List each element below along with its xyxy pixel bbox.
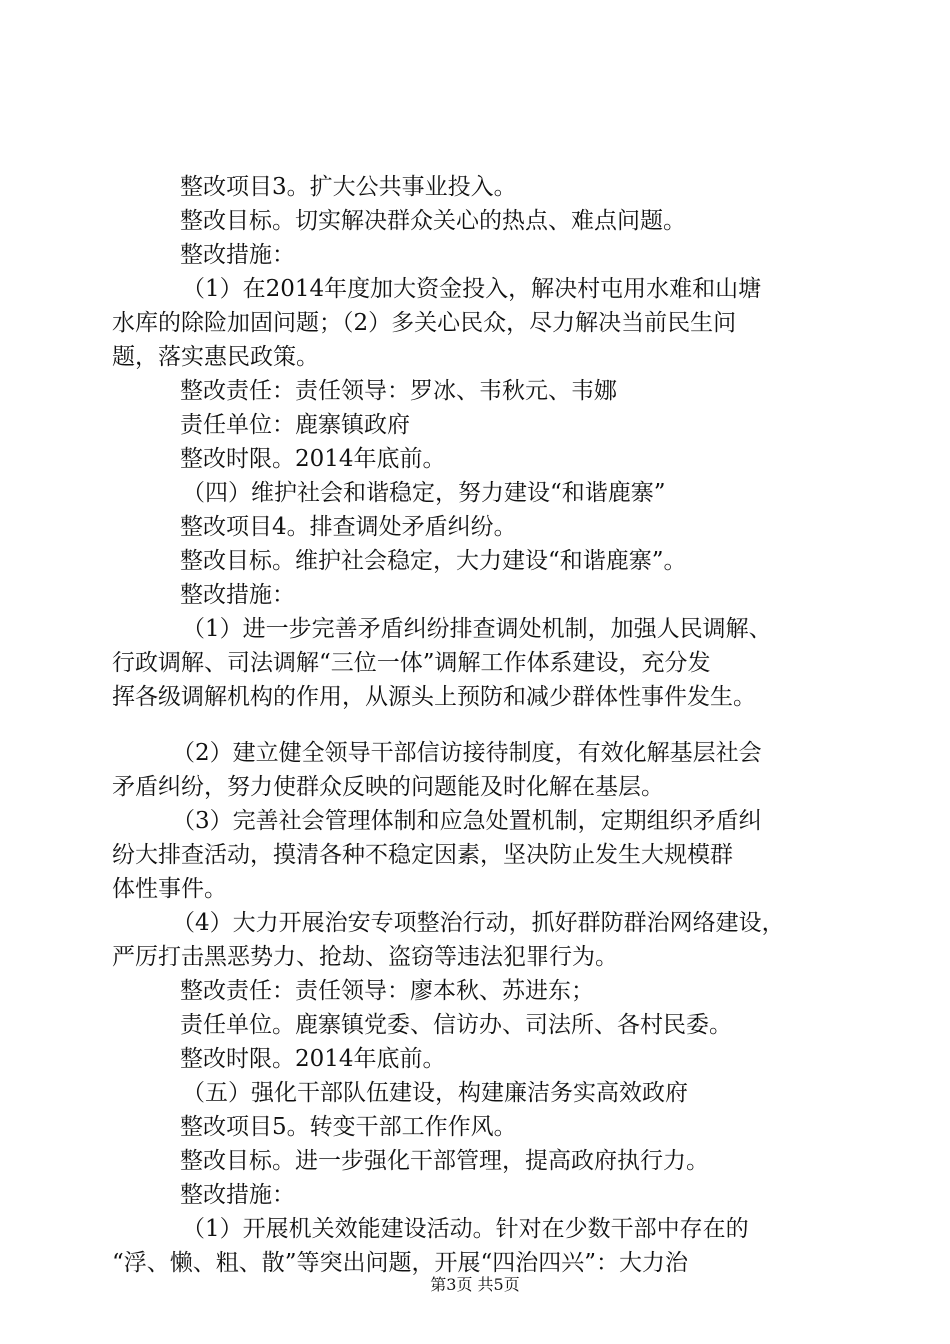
text-line: 题，落实惠民政策。 <box>112 344 319 370</box>
text-line: 整改时限。2014年底前。 <box>180 446 446 472</box>
text-line: 责任单位：鹿寨镇政府 <box>180 412 410 438</box>
text-line: 整改责任：责任领导：罗冰、韦秋元、韦娜 <box>180 378 617 404</box>
text-line: 整改项目3。扩大公共事业投入。 <box>180 174 517 200</box>
text-line: 整改目标。进一步强化干部管理，提高政府执行力。 <box>180 1148 709 1174</box>
text-line: 责任单位。鹿寨镇党委、信访办、司法所、各村民委。 <box>180 1012 732 1038</box>
text-line: 整改责任：责任领导：廖本秋、苏进东； <box>180 978 594 1004</box>
text-line: 整改目标。维护社会稳定，大力建设“和谐鹿寨”。 <box>180 548 687 574</box>
text-line: 整改项目4。排查调处矛盾纠纷。 <box>180 514 517 540</box>
text-line: 水库的除险加固问题；（2）多关心民众，尽力解决当前民生问 <box>112 310 737 336</box>
text-line: 整改项目5。转变干部工作作风。 <box>180 1114 517 1140</box>
text-line: （3）完善社会管理体制和应急处置机制，定期组织矛盾纠 <box>172 808 762 834</box>
text-line: 纷大排查活动，摸清各种不稳定因素，坚决防止发生大规模群 <box>112 842 733 868</box>
text-line: 整改目标。切实解决群众关心的热点、难点问题。 <box>180 208 686 234</box>
text-line: 整改时限。2014年底前。 <box>180 1046 446 1072</box>
text-line: （1）进一步完善矛盾纠纷排查调处机制，加强人民调解、 <box>182 616 772 642</box>
document-body <box>112 170 842 1280</box>
text-line: 挥各级调解机构的作用，从源头上预防和减少群体性事件发生。 <box>112 684 756 710</box>
text-line: 严厉打击黑恶势力、抢劫、盗窃等违法犯罪行为。 <box>112 944 618 970</box>
text-line: 整改措施： <box>180 1182 295 1208</box>
text-line: “浮、懒、粗、散”等突出问题，开展“四治四兴”：大力治 <box>112 1250 689 1276</box>
page-footer: 第3页 共5页 <box>430 1275 520 1294</box>
section-heading: （四）维护社会和谐稳定，努力建设“和谐鹿寨” <box>182 480 666 506</box>
text-line: （2）建立健全领导干部信访接待制度，有效化解基层社会 <box>172 740 762 766</box>
text-line: 整改措施： <box>180 582 295 608</box>
text-line: （4）大力开展治安专项整治行动，抓好群防群治网络建设， <box>172 910 785 936</box>
section-heading: （五）强化干部队伍建设，构建廉洁务实高效政府 <box>182 1080 688 1106</box>
text-line: 行政调解、司法调解“三位一体”调解工作体系建设，充分发 <box>112 650 711 676</box>
text-line: 体性事件。 <box>112 876 227 902</box>
paragraph-gap <box>112 714 842 736</box>
text-line: （1）开展机关效能建设活动。针对在少数干部中存在的 <box>182 1216 749 1242</box>
text-line: 矛盾纠纷，努力使群众反映的问题能及时化解在基层。 <box>112 774 664 800</box>
text-line: 整改措施： <box>180 242 295 268</box>
text-line: （1）在2014年度加大资金投入，解决村屯用水难和山塘 <box>182 276 762 302</box>
